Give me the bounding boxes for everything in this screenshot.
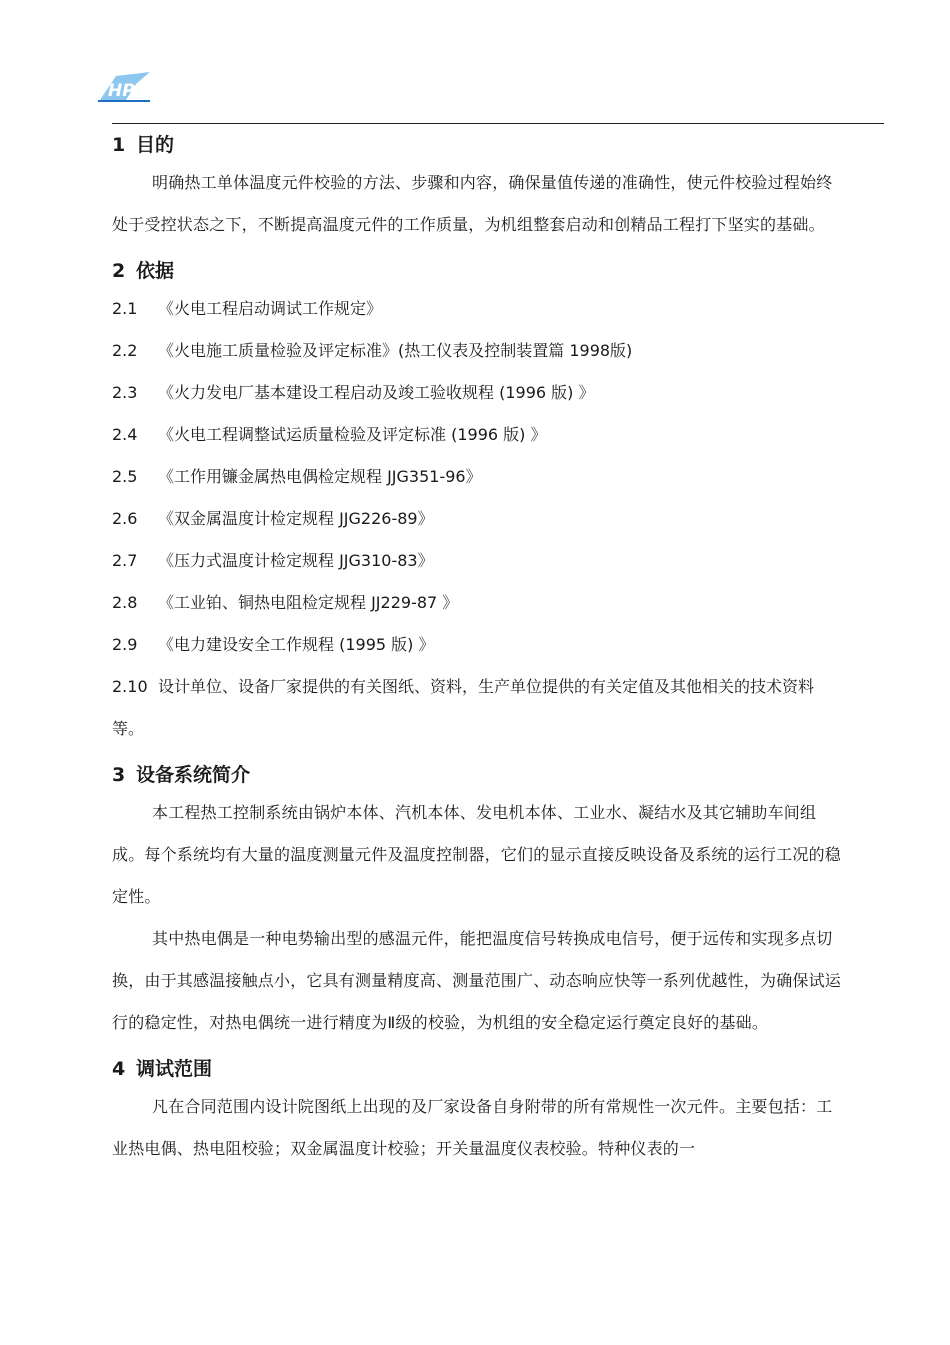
item-number: 2.3 bbox=[112, 383, 138, 402]
item-number: 2.5 bbox=[112, 467, 138, 486]
section-3-heading bbox=[112, 758, 842, 792]
company-logo bbox=[96, 70, 152, 102]
reference-item bbox=[112, 414, 842, 456]
section-number: 1 bbox=[112, 134, 126, 156]
item-text: 《火电施工质量检验及评定标准》(热工仪表及控制装置篇 1998版) bbox=[158, 341, 633, 360]
reference-item bbox=[112, 288, 842, 330]
reference-item bbox=[112, 456, 842, 498]
item-text: 《压力式温度计检定规程 JJG310-83》 bbox=[158, 551, 434, 570]
item-text: 《火力发电厂基本建设工程启动及竣工验收规程 (1996 版) 》 bbox=[158, 383, 595, 402]
item-number: 2.1 bbox=[112, 299, 138, 318]
section-4-heading bbox=[112, 1052, 842, 1086]
section-2-heading bbox=[112, 254, 842, 288]
reference-item bbox=[112, 624, 842, 666]
section-number: 4 bbox=[112, 1058, 126, 1080]
item-text: 《火电工程调整试运质量检验及评定标准 (1996 版) 》 bbox=[158, 425, 547, 444]
item-text: 《工作用镰金属热电偶检定规程 JJG351-96》 bbox=[158, 467, 482, 486]
item-number: 2.10 bbox=[112, 677, 148, 696]
section-title: 调试范围 bbox=[136, 1058, 213, 1080]
reference-item bbox=[112, 540, 842, 582]
section-title: 目的 bbox=[136, 134, 175, 156]
section-4-paragraph: 凡在合同范围内设计院图纸上出现的及厂家设备自身附带的所有常规性一次元件。主要包括：工业热电偶、热电阻校验；双金属温度计校验；开关量温度仪表校验。特种仪表的一 bbox=[112, 1097, 833, 1158]
reference-item bbox=[112, 498, 842, 540]
reference-item bbox=[112, 330, 842, 372]
item-number: 2.4 bbox=[112, 425, 138, 444]
section-1-paragraph: 明确热工单体温度元件校验的方法、步骤和内容，确保量值传递的准确性，使元件校验过程始终处于受控状态之下，不断提高温度元件的工作质量，为机组整套启动和创精品工程打下坚实的基础。 bbox=[112, 173, 833, 234]
item-number: 2.7 bbox=[112, 551, 138, 570]
item-text: 《双金属温度计检定规程 JJG226-89》 bbox=[158, 509, 434, 528]
reference-item bbox=[112, 582, 842, 624]
section-title: 设备系统简介 bbox=[136, 764, 251, 786]
section-number: 2 bbox=[112, 260, 126, 282]
item-text: 设计单位、设备厂家提供的有关图纸、资料，生产单位提供的有关定值及其他相关的技术资料等。 bbox=[112, 677, 815, 738]
item-text: 《火电工程启动调试工作规定》 bbox=[158, 299, 383, 318]
section-number: 3 bbox=[112, 764, 126, 786]
section-1-heading bbox=[112, 128, 842, 162]
reference-item bbox=[112, 372, 842, 414]
section-3-paragraph-2: 其中热电偶是一种电势输出型的感温元件，能把温度信号转换成电信号，便于远传和实现多点切换，由于其感温接触点小，它具有测量精度高、测量范围广、动态响应快等一系列优越性，为确保试运行的稳定性，对热电偶统一进行精度为Ⅱ级的校验，为机组的安全稳定运行奠定良好的基础。 bbox=[112, 929, 842, 1032]
header-rule bbox=[112, 123, 884, 124]
item-text: 《工业铂、铜热电阻检定规程 JJ229-87 》 bbox=[158, 593, 459, 612]
section-title: 依据 bbox=[136, 260, 175, 282]
item-number: 2.2 bbox=[112, 341, 138, 360]
item-number: 2.8 bbox=[112, 593, 138, 612]
reference-item bbox=[112, 666, 842, 750]
item-text: 《电力建设安全工作规程 (1995 版) 》 bbox=[158, 635, 435, 654]
section-3-paragraph-1: 本工程热工控制系统由锅炉本体、汽机本体、发电机本体、工业水、凝结水及其它辅助车间组成。每个系统均有大量的温度测量元件及温度控制器，它们的显示直接反映设备及系统的运行工况的稳定性。 bbox=[112, 803, 842, 906]
item-number: 2.6 bbox=[112, 509, 138, 528]
document-body bbox=[112, 128, 842, 1170]
item-number: 2.9 bbox=[112, 635, 138, 654]
logo-text: HP bbox=[108, 81, 135, 101]
